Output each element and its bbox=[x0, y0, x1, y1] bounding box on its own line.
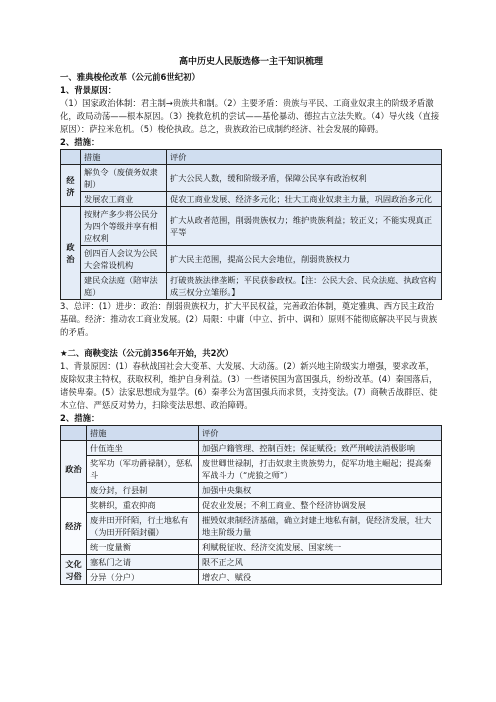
document-title: 高中历史人民版选修一主干知识梳理 bbox=[178, 57, 323, 67]
measure-cell: 建民众法庭（陪审法庭） bbox=[81, 273, 167, 300]
evaluation-cell: 加强中央集权 bbox=[199, 483, 442, 498]
category-politics: 政治 bbox=[61, 441, 87, 498]
evaluation-cell: 扩大从政者范围，削弱贵族权力；维护贵族利益；较正义；不能实现真正平等 bbox=[167, 207, 442, 246]
category-economy: 经济 bbox=[61, 498, 87, 555]
measure-cell: 分异（分户） bbox=[87, 570, 199, 585]
section-1-measures-label: 2、措施： bbox=[60, 137, 100, 147]
section-2-measures-label: 2、措施： bbox=[60, 413, 100, 423]
evaluation-cell: 促农业发展；不利工商业、整个经济协调发展 bbox=[199, 498, 442, 513]
table-row bbox=[61, 192, 442, 207]
table-row bbox=[61, 165, 442, 192]
evaluation-cell: 加强户籍管理、控制百姓；保证赋役；致严刑峻法消极影响 bbox=[199, 441, 442, 456]
header-measure: 措施 bbox=[81, 150, 167, 165]
document-page bbox=[60, 56, 442, 585]
section-1-summary: 3、总评：(1）进步：政治：削弱贵族权力，扩大平民权益，完善政治体制，奠定雅典、西方民主政治基础。经济：推动农工商业发展。(2）局限：中庸（中立、折中、调和）原则不能彻底解决平民与贵族的矛盾。 bbox=[60, 301, 438, 337]
measure-cell: 奖军功（军功爵禄制），惩私斗 bbox=[87, 456, 199, 483]
table-row bbox=[61, 570, 442, 585]
table-row bbox=[61, 555, 442, 570]
measure-cell: 创四百人会议为公民大会常设机构 bbox=[81, 246, 167, 273]
solon-reform-table bbox=[60, 149, 442, 300]
table-row bbox=[61, 441, 442, 456]
table-row bbox=[61, 273, 442, 300]
section-2-background-text: 1、背景原因：(1）春秋战国社会大变革、大发展、大动荡。(2）新兴地主阶级实力增强，要求改革，废除奴隶主特权，获取权利，维护自身利益。(3）一些诸侯国为富国强兵，纷纷改革。(4）秦国落后，诸侯卑秦。(5）法家思想成为显学。(6）秦孝公为富国强兵而求贤，支持变法。(7）商鞅舌战群臣、徙木立信、严惩反对势力，扫除变法思想、政治障碍。 bbox=[60, 361, 438, 410]
category-politics: 政治 bbox=[61, 207, 81, 300]
table-header-row bbox=[61, 426, 442, 441]
evaluation-cell: 扩大公民人数，缓和阶级矛盾，保障公民享有政治权利 bbox=[167, 165, 442, 192]
evaluation-cell: 利赋税征收、经济交流发展、国家统一 bbox=[199, 540, 442, 555]
measure-cell: 废井田开阡陌，行土地私有（为田开阡陌封疆） bbox=[87, 513, 199, 540]
measure-cell: 发展农工商业 bbox=[81, 192, 167, 207]
section-2-heading: ★二、商鞅变法（公元前356年开始，共2次） bbox=[60, 348, 234, 358]
header-evaluation: 评价 bbox=[167, 150, 442, 165]
table-row bbox=[61, 246, 442, 273]
measure-cell: 按财产多少将公民分为四个等级并享有相应权利 bbox=[81, 207, 167, 246]
evaluation-cell: 促农工商业发展、经济多元化；壮大工商业奴隶主力量，巩固政治多元化 bbox=[167, 192, 442, 207]
evaluation-cell: 限不正之风 bbox=[199, 555, 442, 570]
header-measure: 措施 bbox=[87, 426, 199, 441]
table-header-row bbox=[61, 150, 442, 165]
evaluation-cell: 废世卿世禄制，打击奴隶主贵族势力，促军功地主崛起；提高秦军战斗力（“虎狼之师”） bbox=[199, 456, 442, 483]
measure-cell: 统一度量衡 bbox=[87, 540, 199, 555]
table-row bbox=[61, 483, 442, 498]
measure-cell: 废分封，行县制 bbox=[87, 483, 199, 498]
evaluation-cell: 摧毁奴隶制经济基础，确立封建土地私有制，促经济发展，壮大地主阶级力量 bbox=[199, 513, 442, 540]
shang-yang-reform-table bbox=[60, 425, 442, 585]
table-row bbox=[61, 513, 442, 540]
section-1-background-label: 1、背景原因： bbox=[60, 85, 117, 95]
measure-cell: 解负令（废债务奴隶制） bbox=[81, 165, 167, 192]
measure-cell: 奖耕织，重农抑商 bbox=[87, 498, 199, 513]
category-culture-customs: 文化习俗 bbox=[61, 555, 87, 585]
evaluation-cell: 扩大民主范围，提高公民大会地位，削弱贵族权力 bbox=[167, 246, 442, 273]
measure-cell: 什伍连坐 bbox=[87, 441, 199, 456]
section-1-heading: 一、雅典梭伦改革（公元前6世纪初） bbox=[60, 72, 200, 82]
table-row bbox=[61, 207, 442, 246]
evaluation-cell: 增农户、赋役 bbox=[199, 570, 442, 585]
table-row bbox=[61, 498, 442, 513]
evaluation-cell: 打破贵族法律垄断；平民获参政权。【注：公民大会、民众法庭、执政官构成三权分立雏形。】 bbox=[167, 273, 442, 300]
table-row bbox=[61, 456, 442, 483]
category-economy: 经济 bbox=[61, 165, 81, 207]
measure-cell: 塞私门之请 bbox=[87, 555, 199, 570]
section-1-background-text: （1）国家政治体制：君主制→贵族共和制。（2）主要矛盾：贵族与平民、工商业奴隶主的阶级矛盾激化，政局动荡——根本原因。（3）挽救危机的尝试——基伦暴动、德拉古立法失败。（4）导火线（直接原因）：萨拉米危机。（5）梭伦执政。总之，贵族政治已成制约经济、社会发展的障碍。 bbox=[60, 98, 440, 134]
table-row bbox=[61, 540, 442, 555]
header-evaluation: 评价 bbox=[199, 426, 442, 441]
